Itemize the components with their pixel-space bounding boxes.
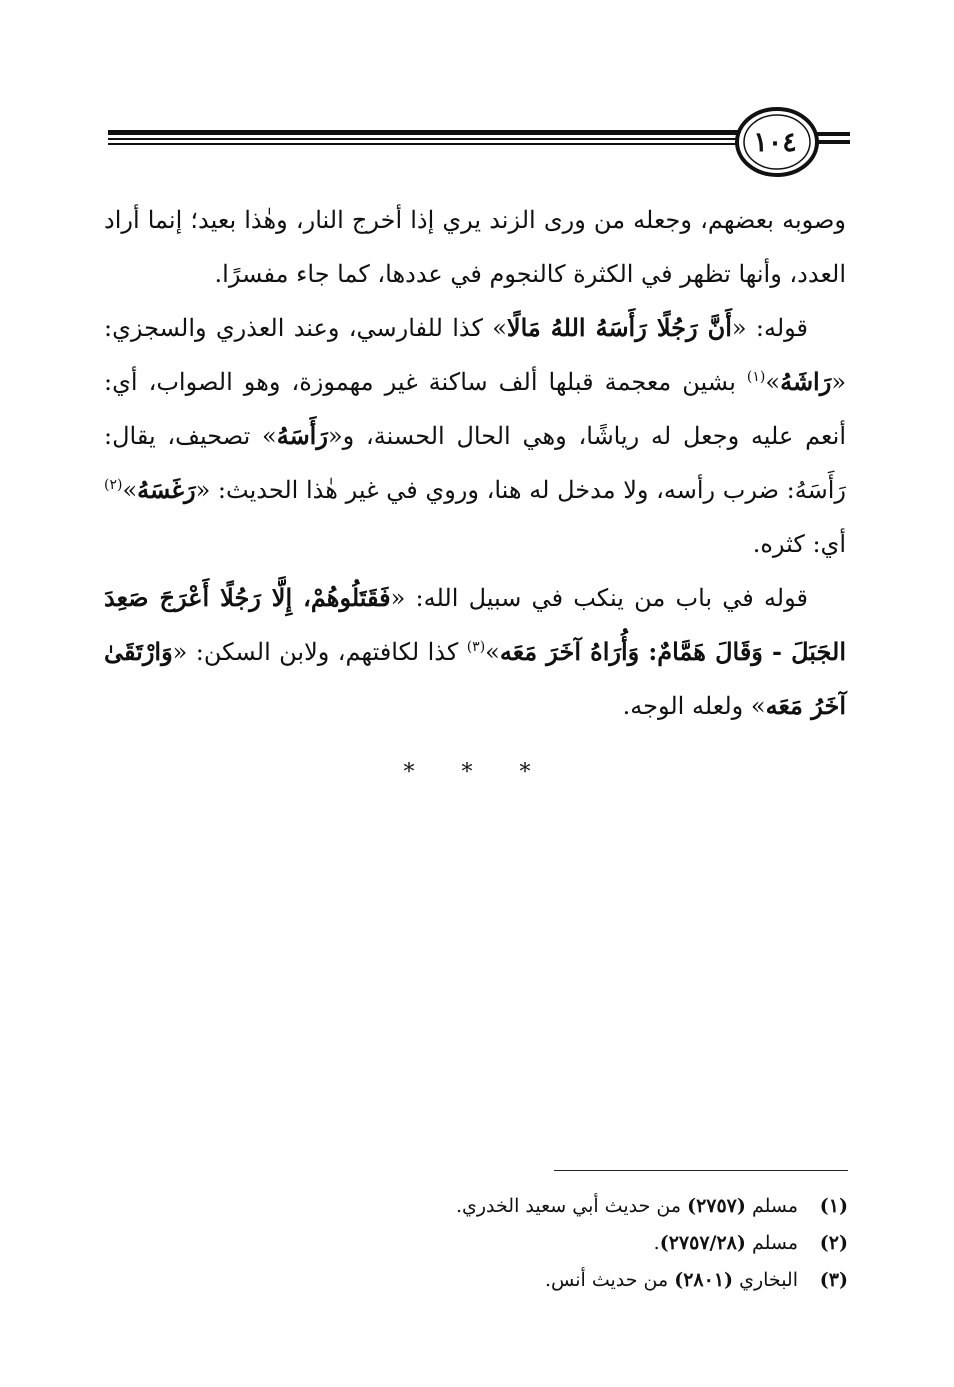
hadith-quote: رَغَسَهُ [137,475,196,504]
footnote-number: (٣) [819,1269,848,1291]
section-separator: * * * [403,760,551,785]
footnote-source: البخاري [739,1269,798,1291]
footnote-item [300,1225,848,1262]
footnote-marker: (٣) [466,639,486,655]
text-run: قوله: « [731,314,809,342]
text-run: » تصحيف، يقال: رَأَسَهُ: ضرب رأسه، ولا مدخل له هنا، وروي في غير هٰذا الحديث: « [104,422,846,504]
text-run: كذا لكافتهم، ولابن السكن: « [172,638,467,666]
footnote-marker: (٢) [104,477,123,493]
paragraph-3 [104,571,846,733]
text-run: قوله في باب من ينكب في سبيل الله: « [390,584,808,612]
footnote-item [300,1262,848,1299]
footnote-number: (١) [819,1195,848,1217]
footnote-marker: (١) [746,369,766,385]
paragraph-1: وصوبه بعضهم، وجعله من ورى الزند يري إذا أخرج النار، وهٰذا بعيد؛ إنما أراد العدد، وأنها تظهر في الكثرة كالنجوم في عددها، كما جاء مفسرًا. [104,206,846,288]
footnotes [300,1188,848,1299]
footnote-rule [554,1170,848,1171]
hadith-quote: رَأَسَهُ [276,421,328,450]
footnote-text: . [653,1232,660,1254]
hadith-quote: رَاشَهُ [780,367,832,396]
footnote-source: مسلم [751,1232,798,1254]
text-run: بشين معجمة قبلها ألف ساكنة غير مهموزة، وهو الصواب، أي: أنعم عليه وجعل له رياشًا، وهي الحال الحسنة، و« [104,368,846,450]
page-number: ١٠٤ [753,126,797,158]
text-run: » كذا للفارسي، وعند العذري والسجزي: « [104,314,846,396]
text-run: » [485,638,500,666]
footnote-text: من حديث أنس. [544,1269,675,1291]
footnote-source: مسلم [751,1195,798,1217]
footnote-reference: (٢٧٥٧/٢٨) [659,1232,746,1254]
main-text [104,193,846,733]
footnote-reference: (٢٨٠١) [674,1269,734,1291]
hadith-quote: فَقَتَلُوهُمْ، إِلَّا رَجُلًا أَعْرَجَ صَعِدَ الجَبَلَ - وَقَالَ هَمَّامٌ: وَأُرَاهُ آخَرَ مَعَه [104,583,847,666]
text-run: أي: كثره. [752,530,846,558]
footnote-text: من حديث أبي سعيد الخدري. [455,1195,688,1217]
hadith-quote: أَنَّ رَجُلًا رَأَسَهُ اللهُ مَالًا [506,313,732,342]
text-run: » [765,368,781,396]
text-run: » [122,476,138,504]
text-run: » ولعله الوجه. [622,692,766,720]
hadith-quote: وَارْتَقَىٰ آخَرُ مَعَه [104,637,846,720]
paragraph-2 [104,301,846,571]
footnote-item [300,1188,848,1225]
footnote-reference: (٢٧٥٧) [687,1195,746,1217]
footnote-number: (٢) [819,1232,848,1254]
page-header [0,0,954,190]
